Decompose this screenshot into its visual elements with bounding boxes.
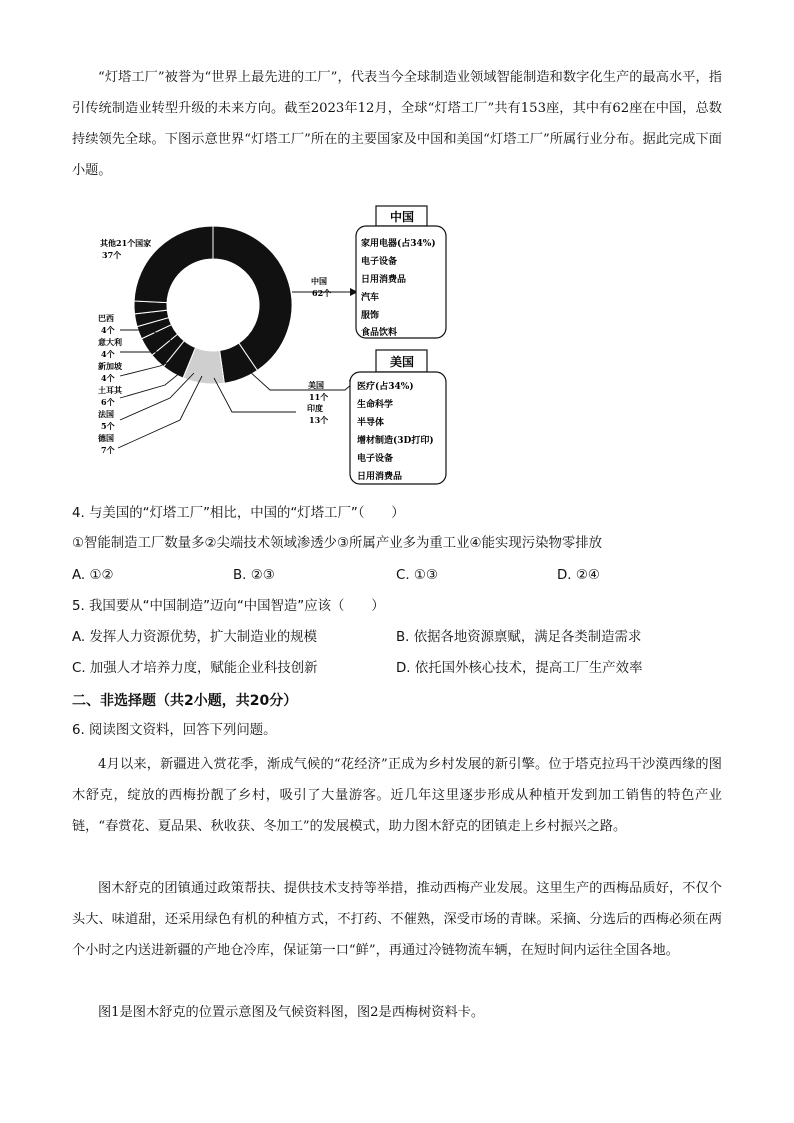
- china-item: 日用消费品: [361, 275, 407, 285]
- label-singapore: 新加坡: [98, 361, 122, 371]
- q4-option-a[interactable]: A. ①②: [72, 568, 114, 583]
- usa-item: 生命科学: [357, 400, 394, 410]
- label-turkey: 土耳其: [98, 385, 122, 395]
- label-china-count: 62个: [312, 288, 332, 298]
- label-italy-count: 4个: [101, 349, 115, 359]
- label-other: 其他21个国家: [100, 238, 152, 248]
- usa-item: 医疗(占34%): [357, 382, 414, 392]
- label-india-count: 13个: [309, 415, 329, 425]
- usa-item: 日用消费品: [357, 472, 403, 482]
- intro-paragraph: “灯塔工厂”被誉为“世界上最先进的工厂”，代表当今全球制造业领域智能制造和数字化生产的最高水平，指引传统制造业转型升级的未来方向。截至2023年12月，全球“灯塔工厂”共有153座，其中有62座在中国，总数持续领先全球。下图示意世界“灯塔工厂”所在的主要国家及中国和美国“灯塔工厂”所属行业分布。据此完成下面小题。: [72, 70, 722, 178]
- q4-option-c[interactable]: C. ①③: [396, 568, 438, 583]
- q4-stem: 4. 与美国的“灯塔工厂”相比，中国的“灯塔工厂”（ ）: [72, 506, 405, 521]
- donut-segment-0: [213, 226, 292, 370]
- section-heading: 二、非选择题（共2小题，共20分）: [72, 693, 298, 709]
- label-china: 中国: [311, 276, 327, 286]
- q5-stem: 5. 我国要从“中国制造”迈向“中国智造”应该（ ）: [72, 599, 385, 614]
- label-france: 法国: [98, 409, 114, 419]
- china-item: 家用电器(占34%): [361, 239, 436, 249]
- q6-paragraph-3: 图1是图木舒克的位置示意图及气候资料图，图2是西梅树资料卡。: [98, 1005, 485, 1020]
- q5-option-d[interactable]: D. 依托国外核心技术，提高工厂生产效率: [396, 661, 643, 676]
- q5-option-c[interactable]: C. 加强人才培养力度，赋能企业科技创新: [72, 661, 318, 676]
- q5-option-b[interactable]: B. 依据各地资源禀赋，满足各类制造需求: [396, 630, 642, 645]
- q6-paragraph-1: 4月以来，新疆进入赏花季，渐成气候的“花经济”正成为乡村发展的新引擎。位于塔克拉玛干沙漠西缘的图木舒克，绽放的西梅扮靓了乡村，吸引了大量游客。近几年这里逐步形成从种植开发到加工销售的特色产业链，“春赏花、夏品果、秋收获、冬加工”的发展模式，助力图木舒克的团镇走上乡村振兴之路。: [72, 757, 722, 834]
- label-germany-count: 7个: [101, 445, 115, 455]
- label-other-count: 37个: [102, 250, 122, 260]
- donut-chart: [134, 226, 292, 384]
- label-germany: 德国: [98, 433, 114, 443]
- china-item: 电子设备: [361, 257, 398, 267]
- q4-option-d[interactable]: D. ②④: [557, 568, 600, 583]
- label-brazil-count: 4个: [101, 325, 115, 335]
- label-italy: 意大利: [98, 337, 122, 347]
- china-item: 汽车: [361, 293, 380, 303]
- q5-option-a[interactable]: A. 发挥人力资源优势，扩大制造业的规模: [72, 630, 318, 645]
- lighthouse-factory-figure: [0, 190, 794, 490]
- usa-box-title: 美国: [390, 355, 415, 369]
- usa-item: 半导体: [357, 418, 385, 428]
- china-item: 食品饮料: [361, 328, 398, 338]
- label-brazil: 巴西: [98, 313, 114, 323]
- q4-option-b[interactable]: B. ②③: [233, 568, 275, 583]
- usa-item: 增材制造(3D打印): [357, 436, 434, 446]
- label-turkey-count: 6个: [101, 397, 115, 407]
- q6-paragraph-2: 图木舒克的团镇通过政策帮扶、提供技术支持等举措，推动西梅产业发展。这里生产的西梅品质好，不仅个头大、味道甜，还采用绿色有机的种植方式，不打药、不催熟，深受市场的青睐。采摘、分选后的西梅必须在两个小时之内送进新疆的产地仓冷库，保证第一口“鲜”，再通过冷链物流车辆，在短时间内运往全国各地。: [72, 881, 722, 958]
- label-india: 印度: [307, 403, 323, 413]
- q6-stem: 6. 阅读图文资料，回答下列问题。: [72, 723, 277, 738]
- china-box-title: 中国: [390, 210, 415, 224]
- label-singapore-count: 4个: [101, 373, 115, 383]
- usa-item: 电子设备: [357, 454, 394, 464]
- china-item: 服饰: [361, 311, 380, 321]
- label-france-count: 5个: [101, 421, 115, 431]
- label-usa-count: 11个: [309, 392, 329, 402]
- label-usa: 美国: [308, 380, 324, 390]
- q4-statements: ①智能制造工厂数量多②尖端技术领域渗透少③所属产业多为重工业④能实现污染物零排放: [72, 536, 603, 551]
